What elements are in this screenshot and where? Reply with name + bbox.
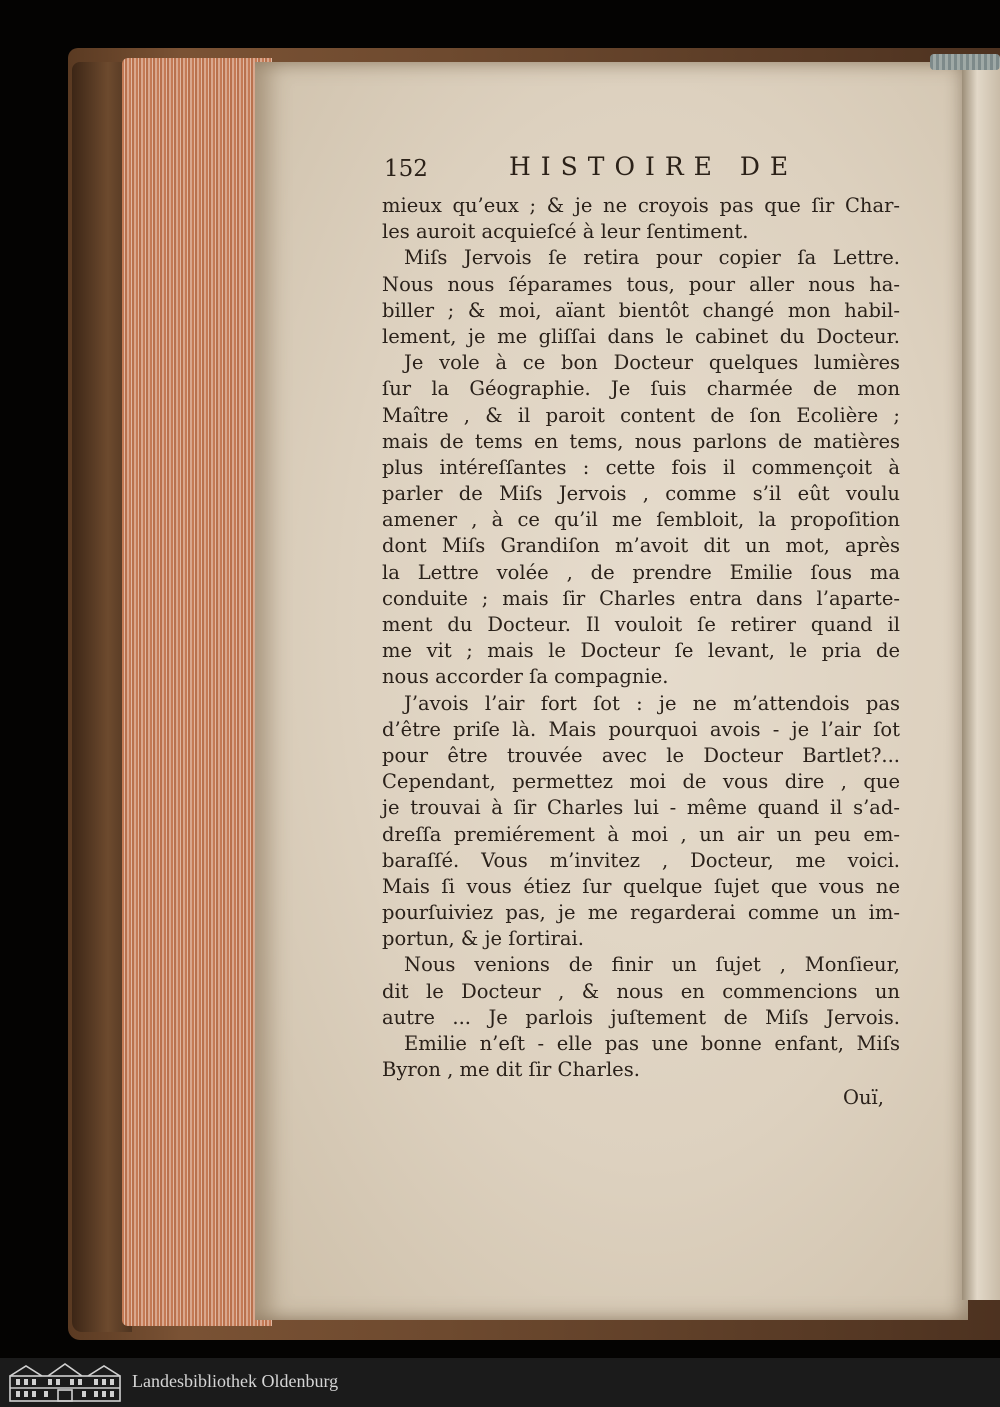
text-block [382, 193, 900, 1083]
text-line: biller ; & moi, aïant bientôt changé mon habil- [382, 298, 900, 322]
text-line: d’être priſe là. Mais pourquoi avois - je l’air ſot [382, 717, 900, 741]
text-line: dreſſa premiérement à moi , un air un peu em- [382, 822, 900, 846]
text-line: J’avois l’air fort ſot : je ne m’attendois pas [404, 691, 900, 715]
text-line: parler de Miſs Jervois , comme s’il eût voulu [382, 482, 900, 506]
text-line: pourſuiviez pas, je me regarderai comme un im- [382, 901, 900, 925]
library-building-icon [8, 1362, 122, 1403]
text-line: la Lettre volée , de prendre Emilie ſous ma [382, 560, 900, 584]
text-line: nous accorder ſa compagnie. [382, 665, 669, 689]
text-line: Je vole à ce bon Docteur quelques lumières [404, 351, 900, 375]
text-line: Emilie n’eſt - elle pas une bonne enfant, Miſs [404, 1032, 900, 1055]
text-line: conduite ; mais ſir Charles entra dans l’aparte- [382, 586, 900, 610]
text-line: ment du Docteur. Il vouloit ſe retirer quand il [382, 613, 900, 636]
library-name: Landesbibliothek Oldenburg [132, 1371, 339, 1391]
catchword: Ouï, [843, 1086, 884, 1109]
footer-bar [0, 1358, 1000, 1407]
page-number: 152 [384, 156, 428, 182]
text-line: mais de tems en tems, nous parlons de matières [382, 429, 900, 453]
text-line: Maître , & il paroit content de ſon Ecolière ; [382, 403, 900, 427]
text-line: les auroit acquieſcé à leur ſentiment. [382, 220, 749, 244]
running-head [384, 150, 804, 190]
text-line: dit le Docteur , & nous en commencions un [382, 979, 900, 1003]
text-line: plus intéreſſantes : cette fois il commençoit à [382, 455, 900, 479]
text-line: amener , à ce qu’il me ſembloit, la propoſition [382, 508, 900, 532]
text-line: me vit ; mais le Docteur ſe levant, le pria de [382, 639, 900, 663]
text-line: Miſs Jervois ſe retira pour copier ſa Lettre. [404, 246, 900, 270]
text-line: autre ... Je parlois juſtement de Miſs Jervois. [382, 1005, 900, 1029]
text-line: dont Miſs Grandiſon m’avoit dit un mot, après [382, 534, 900, 558]
text-line: pour être trouvée avec le Docteur Bartlet?... [382, 743, 900, 767]
text-line: baraſſé. Vous m’invitez , Docteur, me voici. [382, 848, 900, 872]
text-line: Mais ſi vous étiez ſur quelque ſujet que vous ne [382, 874, 900, 898]
text-line: je trouvai à ſir Charles lui - même quand il s’ad- [382, 796, 900, 820]
bookmark-ribbon [930, 54, 1000, 70]
page-edges [122, 58, 272, 1326]
running-title: HISTOIRE DE [509, 152, 799, 181]
text-line: ſur la Géographie. Je ſuis charmée de mon [382, 377, 900, 401]
text-line: Cependant, permettez moi de vous dire , que [382, 770, 900, 794]
facing-page-edge [962, 60, 1000, 1300]
text-line: Nous nous ſéparames tous, pour aller nous ha- [382, 272, 900, 296]
text-line: Nous venions de finir un ſujet , Monſieur, [404, 953, 900, 977]
text-line: portun, & je ſortirai. [382, 927, 584, 951]
text-line: Byron , me dit ſir Charles. [382, 1058, 640, 1082]
text-line: mieux qu’eux ; & je ne croyois pas que ſir Char- [382, 194, 900, 217]
text-line: lement, je me gliſſai dans le cabinet du Docteur. [382, 324, 900, 348]
